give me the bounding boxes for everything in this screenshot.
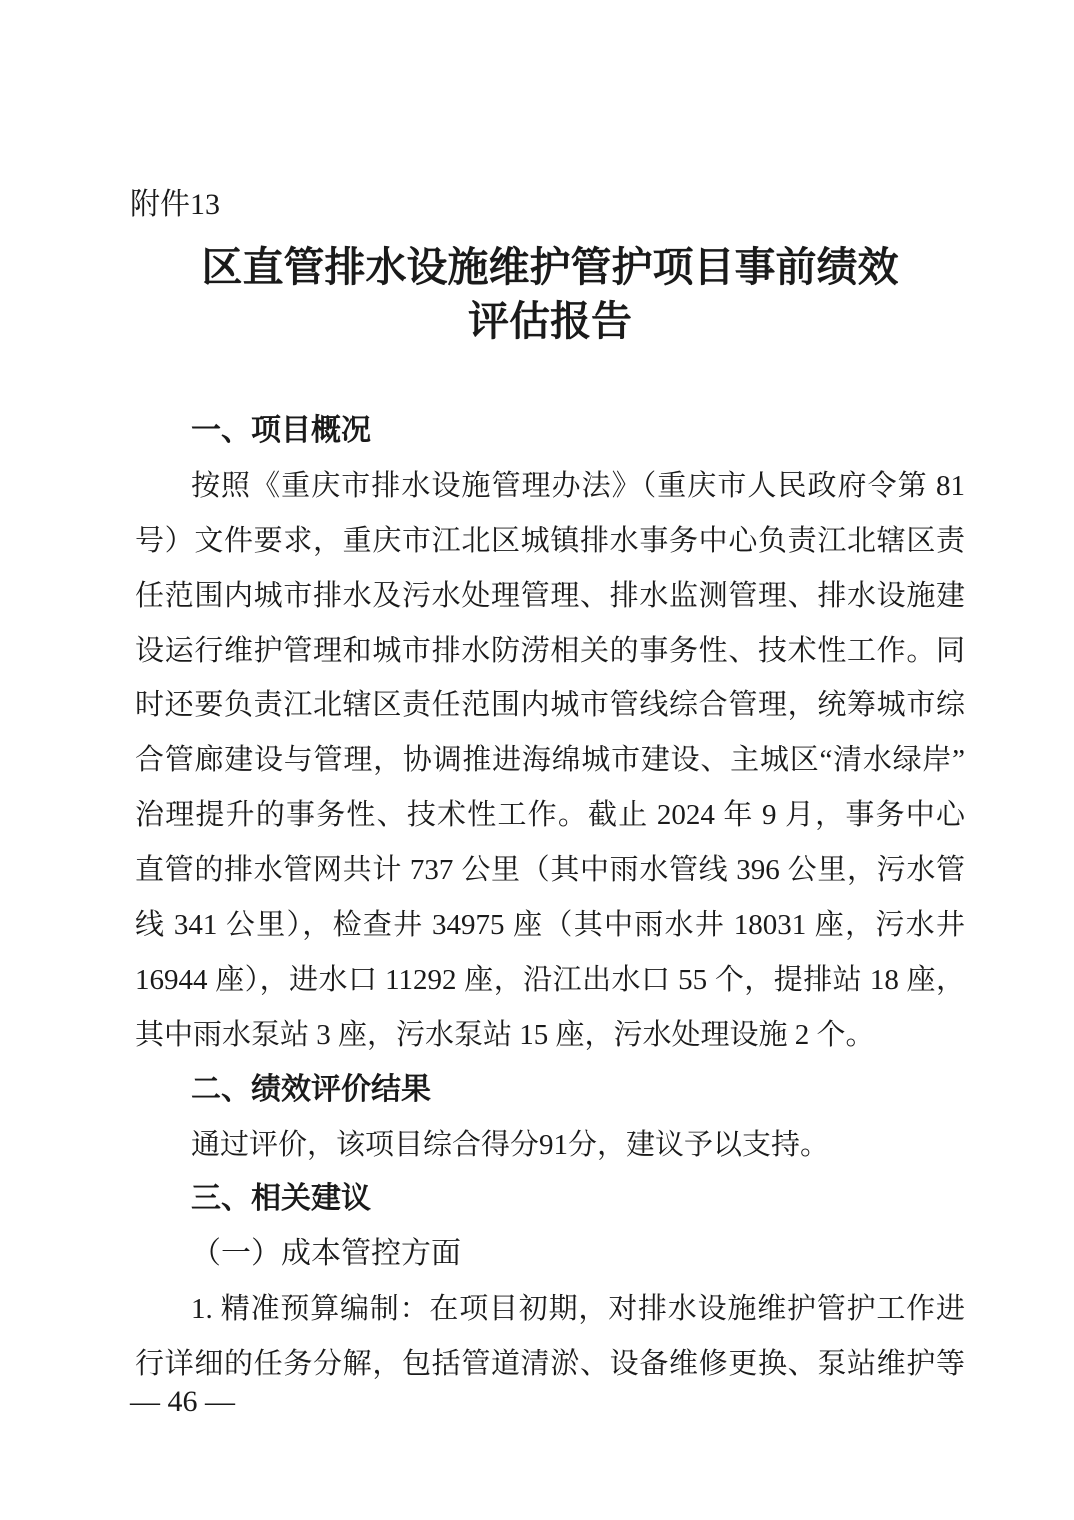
attachment-label: 附件13 [130,188,220,221]
body-text-line: 线 341 公里），检查井 34975 座（其中雨水井 18031 座，污水井 [135,909,965,942]
body-text-line: 号）文件要求，重庆市江北区城镇排水事务中心负责江北辖区责 [135,524,965,557]
page-number: — 46 — [130,1385,235,1418]
body-text-line: 其中雨水泵站 3 座，污水泵站 15 座，污水处理设施 2 个。 [135,1018,875,1051]
document-body [135,404,965,1392]
body-text-line: 行详细的任务分解，包括管道清淤、设备维修更换、泵站维护等 [135,1348,965,1381]
subsection-heading: （一）成本管控方面 [191,1237,461,1271]
document-title-line-1: 区直管排水设施维护管护项目事前绩效 [201,244,899,290]
body-text-line: 直管的排水管网共计 737 公里（其中雨水管线 396 公里，污水管 [135,854,965,887]
body-text-line: 治理提升的事务性、技术性工作。截止 2024 年 9 月，事务中心 [135,799,965,832]
document-title [135,240,965,348]
body-text-line: 通过评价，该项目综合得分91分，建议予以支持。 [191,1128,830,1161]
body-text-line: 16944 座），进水口 11292 座，沿江出水口 55 个，提排站 18 座， [135,963,965,996]
document-title-line-2: 评估报告 [468,298,632,344]
section-heading: 二、绩效评价结果 [191,1072,431,1106]
body-text-line: 任范围内城市排水及污水处理管理、排水监测管理、排水设施建 [135,579,965,612]
body-text-line: 合管廊建设与管理，协调推进海绵城市建设、主城区“清水绿岸” [135,744,965,777]
section-heading: 一、项目概况 [191,414,371,447]
body-text-line: 1. 精准预算编制：在项目初期，对排水设施维护管护工作进 [191,1293,965,1326]
body-text-line: 按照《重庆市排水设施管理办法》（重庆市人民政府令第 81 [191,469,965,502]
section-heading: 三、相关建议 [191,1182,371,1216]
body-text-line: 设运行维护管理和城市排水防涝相关的事务性、技术性工作。同 [135,634,965,667]
body-text-line: 时还要负责江北辖区责任范围内城市管线综合管理，统筹城市综 [135,689,965,722]
